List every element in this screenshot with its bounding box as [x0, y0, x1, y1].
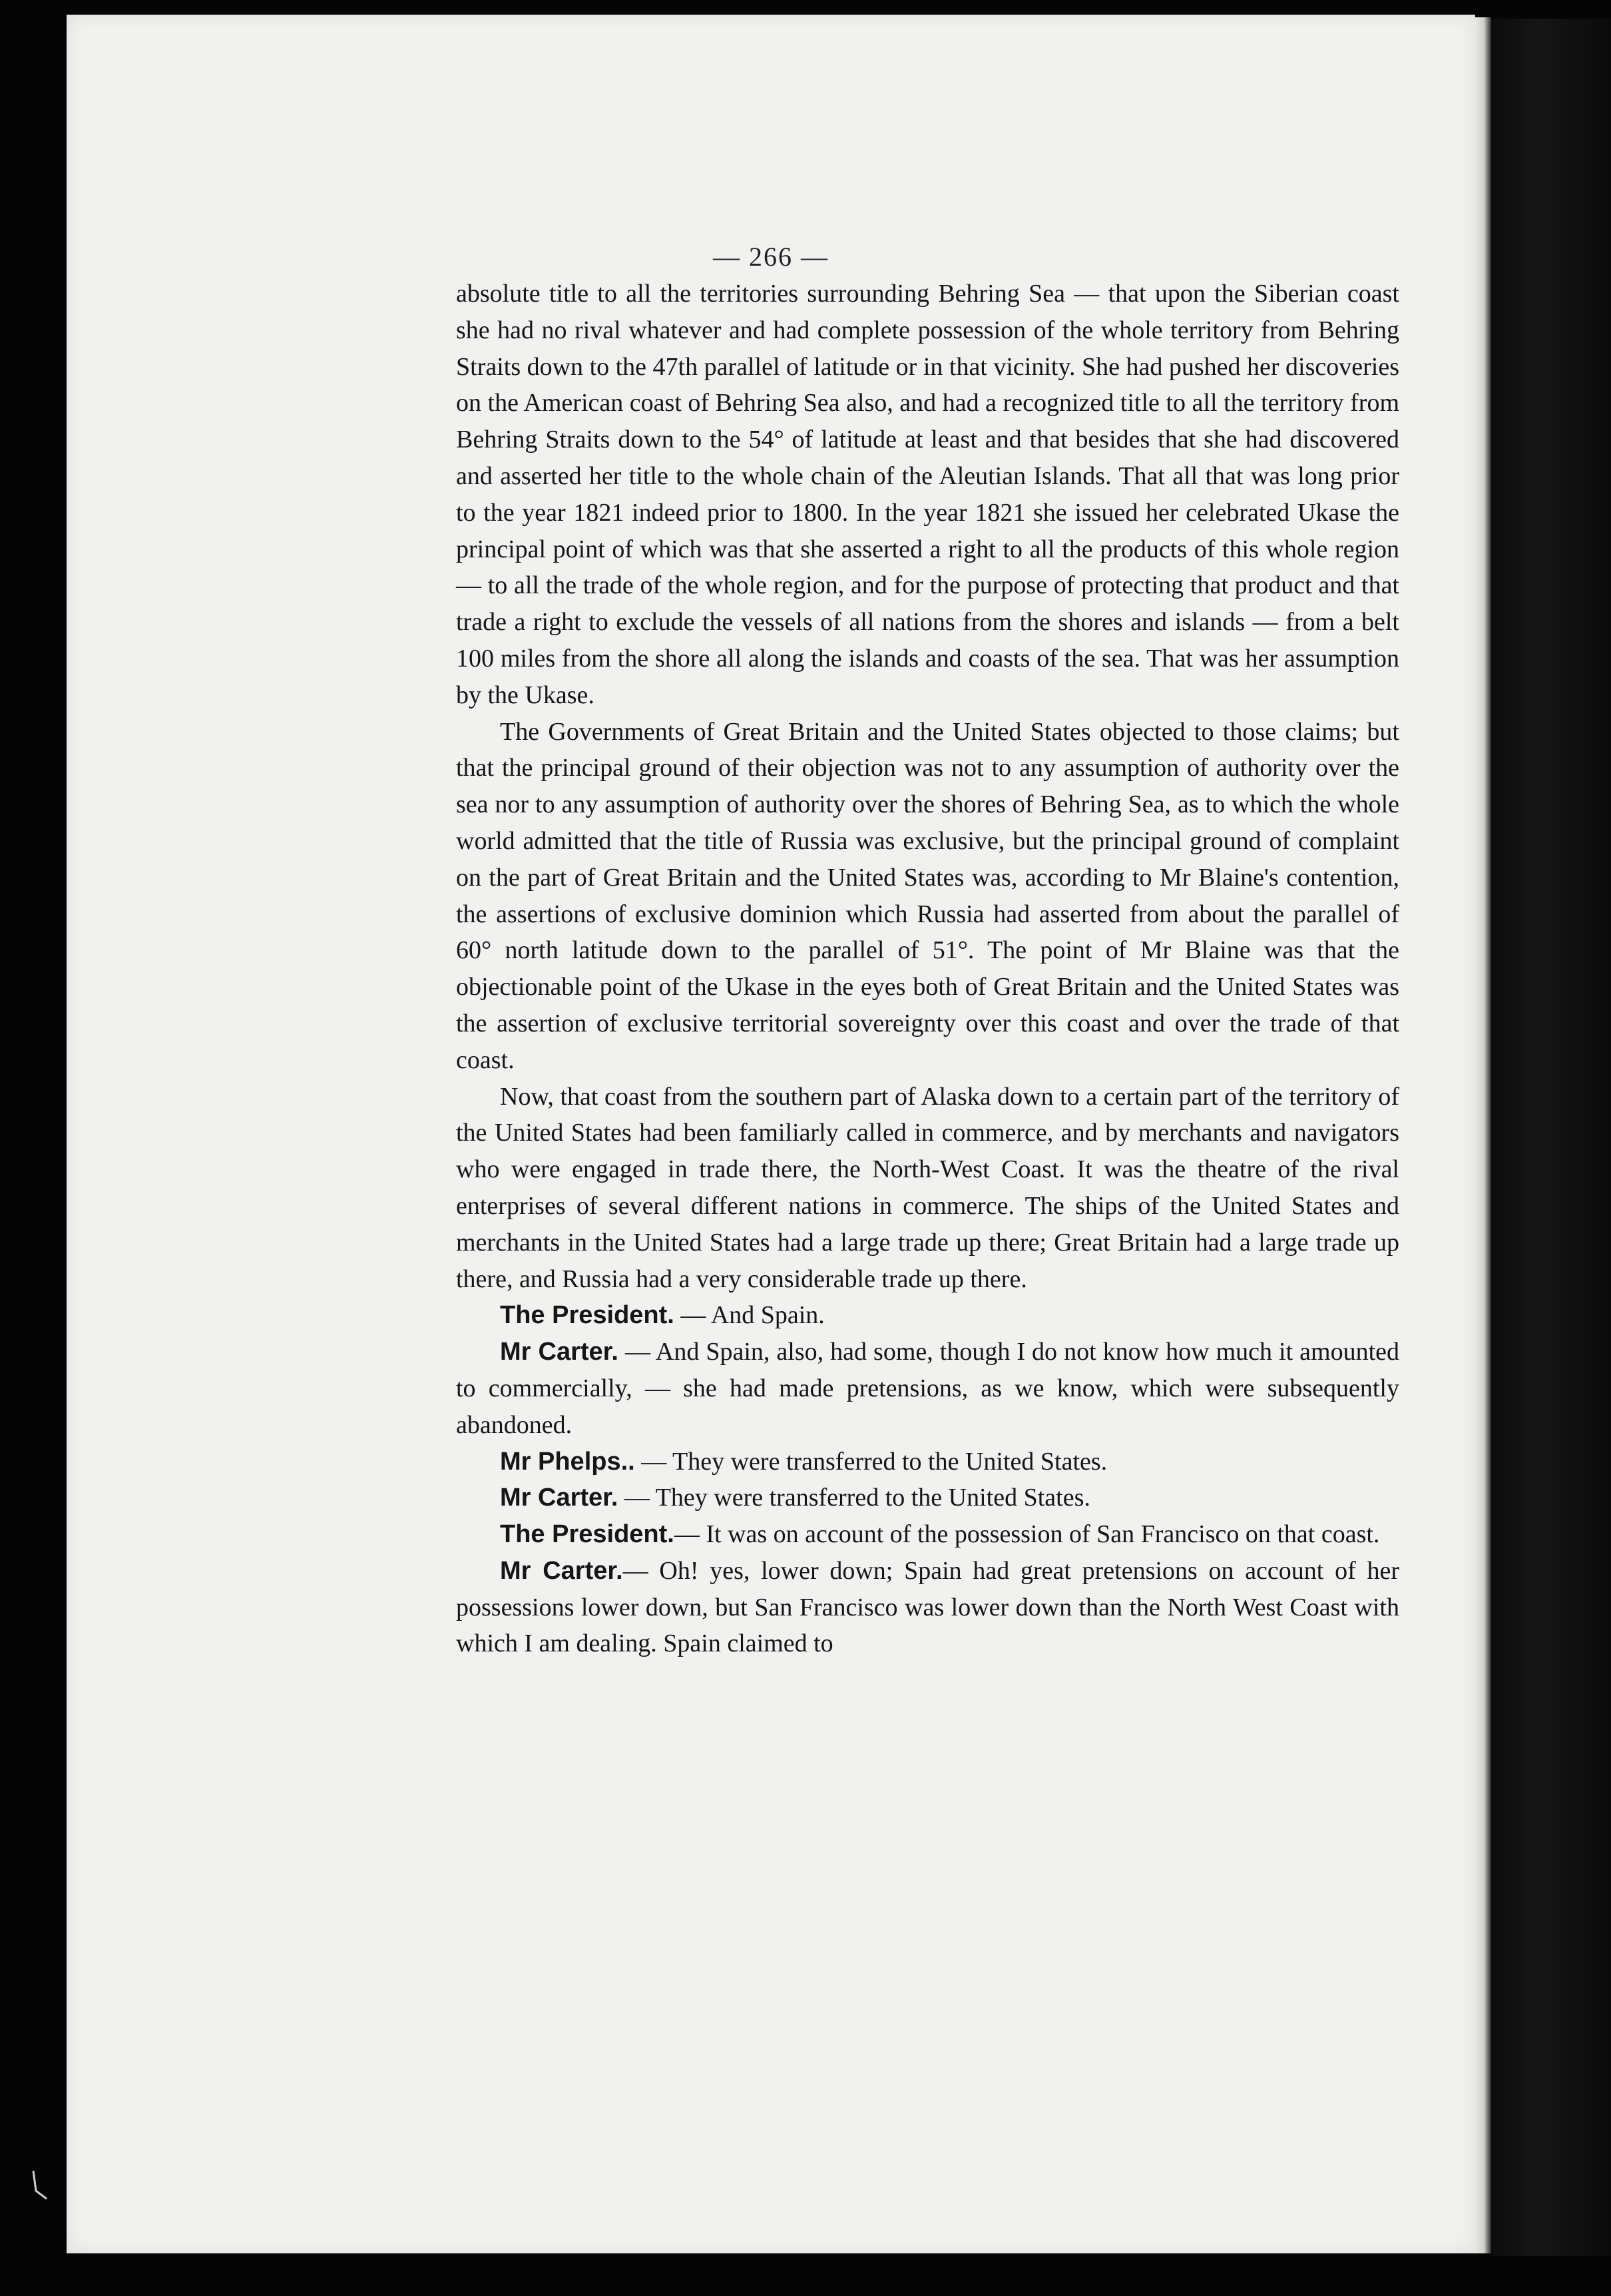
- adjacent-page-edge: [1491, 19, 1611, 2256]
- paragraph-1: absolute title to all the territories surrounding Behring Sea — that upon the Siberian coast she had no rival whatever and had complete possession of the whole territory from Behring Straits down to the 47th parallel of latitude or in that vicinity. She had pushed her discoveries on the American coast of Behring Sea also, and had a recognized title to all the territory from Behring Straits down to the 54° of latitude at least and that besides that she had discovered and asserted her title to the whole chain of the Aleutian Islands. That all that was long prior to the year 1821 indeed prior to 1800. In the year 1821 she issued her celebrated Ukase the principal point of which was that she asserted a right to all the products of this whole region — to all the trade of the whole region, and for the purpose of protecting that product and that trade a right to exclude the vessels of all nations from the shores and islands — from a belt 100 miles from the shore all along the islands and coasts of the sea. That was her assumption by the Ukase.: [456, 280, 1399, 709]
- page-gutter-shadow: [1475, 17, 1491, 2253]
- dialogue-line-4: [456, 1480, 1399, 1516]
- dialogue-line-3: [456, 1444, 1399, 1480]
- paragraph-3: Now, that coast from the southern part of Alaska down to a certain part of the territory of the United States had been familiarly called in commerce, and by merchants and navigators who were engaged in trade there, the North-West Coast. It was the theatre of the rival enterprises of several different nations in commerce. The ships of the United States and merchants in the United States had a large trade up there; Great Britain had a large trade up there, and Russia had a very considerable trade up there.: [456, 1082, 1399, 1293]
- body-text: [456, 276, 1399, 1662]
- document-page: [67, 15, 1475, 2253]
- dialogue-line-1: [456, 1297, 1399, 1334]
- dialogue-text: — Oh! yes, lower down; Spain had great pretensions on account of her possessions lower down, but San Francisco was lower down than the North West Coast with which I am dealing. Spain claimed to: [456, 1556, 1399, 1658]
- dialogue-line-6: [456, 1553, 1399, 1662]
- paragraph-2: The Governments of Great Britain and the United States objected to those claims; but that the principal ground of their objection was not to any assumption of authority over the sea nor to any assumption of authority over the shores of Behring Sea, as to which the whole world admitted that the title of Russia was exclusive, but the principal ground of complaint on the part of Great Britain and the United States was, according to Mr Blaine's contention, the assertions of exclusive dominion which Russia had asserted from about the parallel of 60° north latitude down to the parallel of 51°. The point of Mr Blaine was that the objectionable point of the Ukase in the eyes both of Great Britain and the United States was the assertion of exclusive territorial sovereignty over this coast and over the trade of that coast.: [456, 717, 1399, 1074]
- dialogue-text: — They were transferred to the United States.: [634, 1447, 1108, 1476]
- speaker-name: Mr Carter.: [500, 1338, 618, 1366]
- dialogue-line-2: [456, 1334, 1399, 1443]
- dialogue-text: — They were transferred to the United States.: [618, 1484, 1090, 1512]
- speaker-name: The President.: [500, 1520, 674, 1549]
- dialogue-text: — It was on account of the possession of San Francisco on that coast.: [674, 1520, 1380, 1549]
- page-number: — 266 —: [713, 242, 829, 272]
- dialogue-line-5: [456, 1516, 1399, 1553]
- speaker-name: Mr Phelps..: [500, 1447, 635, 1476]
- speaker-name: The President.: [500, 1301, 674, 1330]
- margin-scratch-mark: [27, 2164, 67, 2204]
- dialogue-text: — And Spain.: [674, 1301, 825, 1330]
- speaker-name: Mr Carter.: [500, 1556, 623, 1585]
- dialogue-text: — And Spain, also, had some, though I do not know how much it amounted to commercially, — she had made pretensions, as we know, which were subsequently abandoned.: [456, 1338, 1400, 1439]
- speaker-name: Mr Carter.: [500, 1484, 618, 1512]
